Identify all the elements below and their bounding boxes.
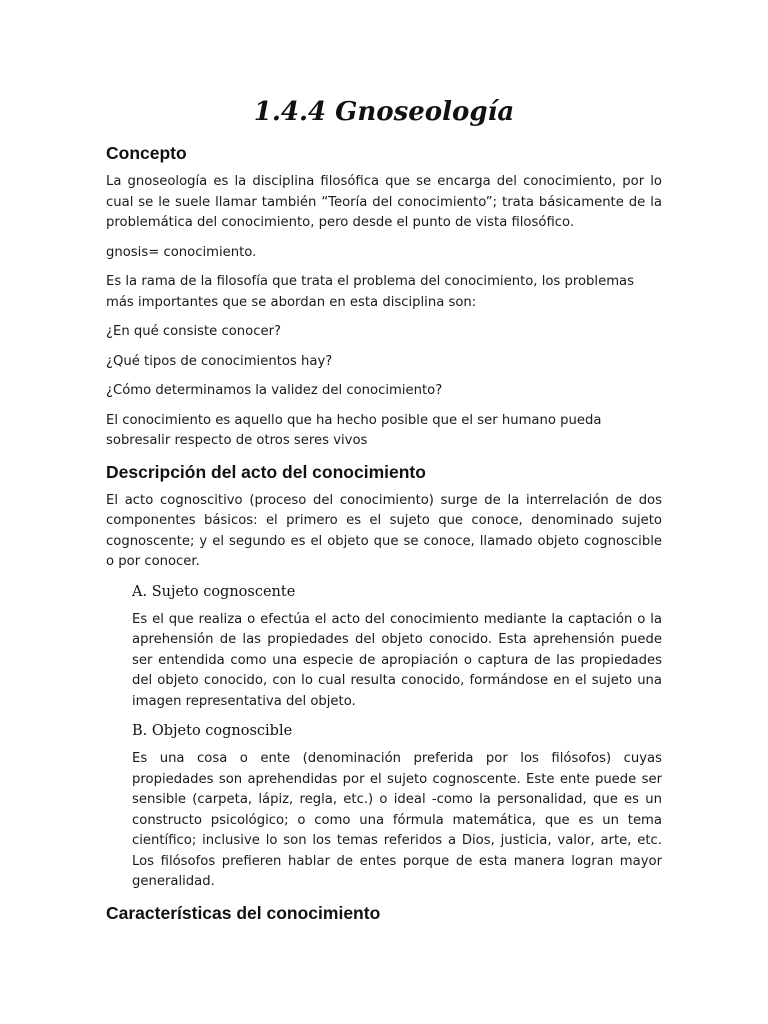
section-characteristics [106,902,662,924]
paragraph-object: Es una cosa o ente (denominación preferida por los filósofos) cuyas propiedades son aprehendidas por el sujeto cognoscente. Este ente puede ser sensible (carpeta, lápiz, regla, etc.) o ideal -como la personalidad, que es un constructo psicológico; o como una fórmula matemática, que es un tema científico; inclusive lo son los temas referidos a Dios, justicia, valor, arte, etc. Los filósofos prefieren hablar de entes porque de esta manera logran mayor generalidad. [132,751,662,889]
paragraph-definition: La gnoseología es la disciplina filosófica que se encarga del conocimiento, por lo cual se le suele llamar también “Teoría del conocimiento”; trata básicamente de la problemática del conocimiento, pero desde el punto de vista filosófico. [106,174,662,230]
paragraph-branch: Es la rama de la filosofía que trata el problema del conocimiento, los problemas más importantes que se abordan en esta disciplina son: [106,274,635,310]
paragraph-human-knowledge: El conocimiento es aquello que ha hecho posible que el ser humano pueda sobresalir respecto de otros seres vivos [106,412,602,448]
document-title: 1.4.4 Gnoseología [253,97,515,127]
section-heading-concept: Concepto [106,143,187,163]
paragraph-subject: Es el que realiza o efectúa el acto del conocimiento mediante la captación o la aprehensión de las propiedades del objeto conocido. Esta aprehensión puede ser entendida como una especie de apropiación o captura de las propiedades del objeto conocido, con lo cual resulta conocido, formándose en el sujeto una imagen representativa del objeto. [132,611,662,709]
question-types-of-knowledge: ¿Qué tipos de conocimientos hay? [106,353,333,369]
paragraph-gnosis: gnosis= conocimiento. [106,244,257,260]
subheading-object: B. Objeto cognoscible [132,723,293,739]
section-heading-description: Descripción del acto del conocimiento [106,461,426,482]
section-description [106,461,662,893]
section-heading-characteristics: Características del conocimiento [106,902,381,923]
paragraph-cognitive-act: El acto cognoscitivo (proceso del conocimiento) surge de la interrelación de dos componentes básicos: el primero es el sujeto que conoce, denominado sujeto cognoscente; y el segundo es el objeto que se conoce, llamado objeto cognoscible o por conocer. [106,492,662,569]
question-what-is-knowing: ¿En qué consiste conocer? [106,324,282,339]
subheading-subject: A. Sujeto cognoscente [132,583,296,600]
section-concept [106,142,662,452]
question-validity: ¿Cómo determinamos la validez del conocimiento? [106,383,443,398]
